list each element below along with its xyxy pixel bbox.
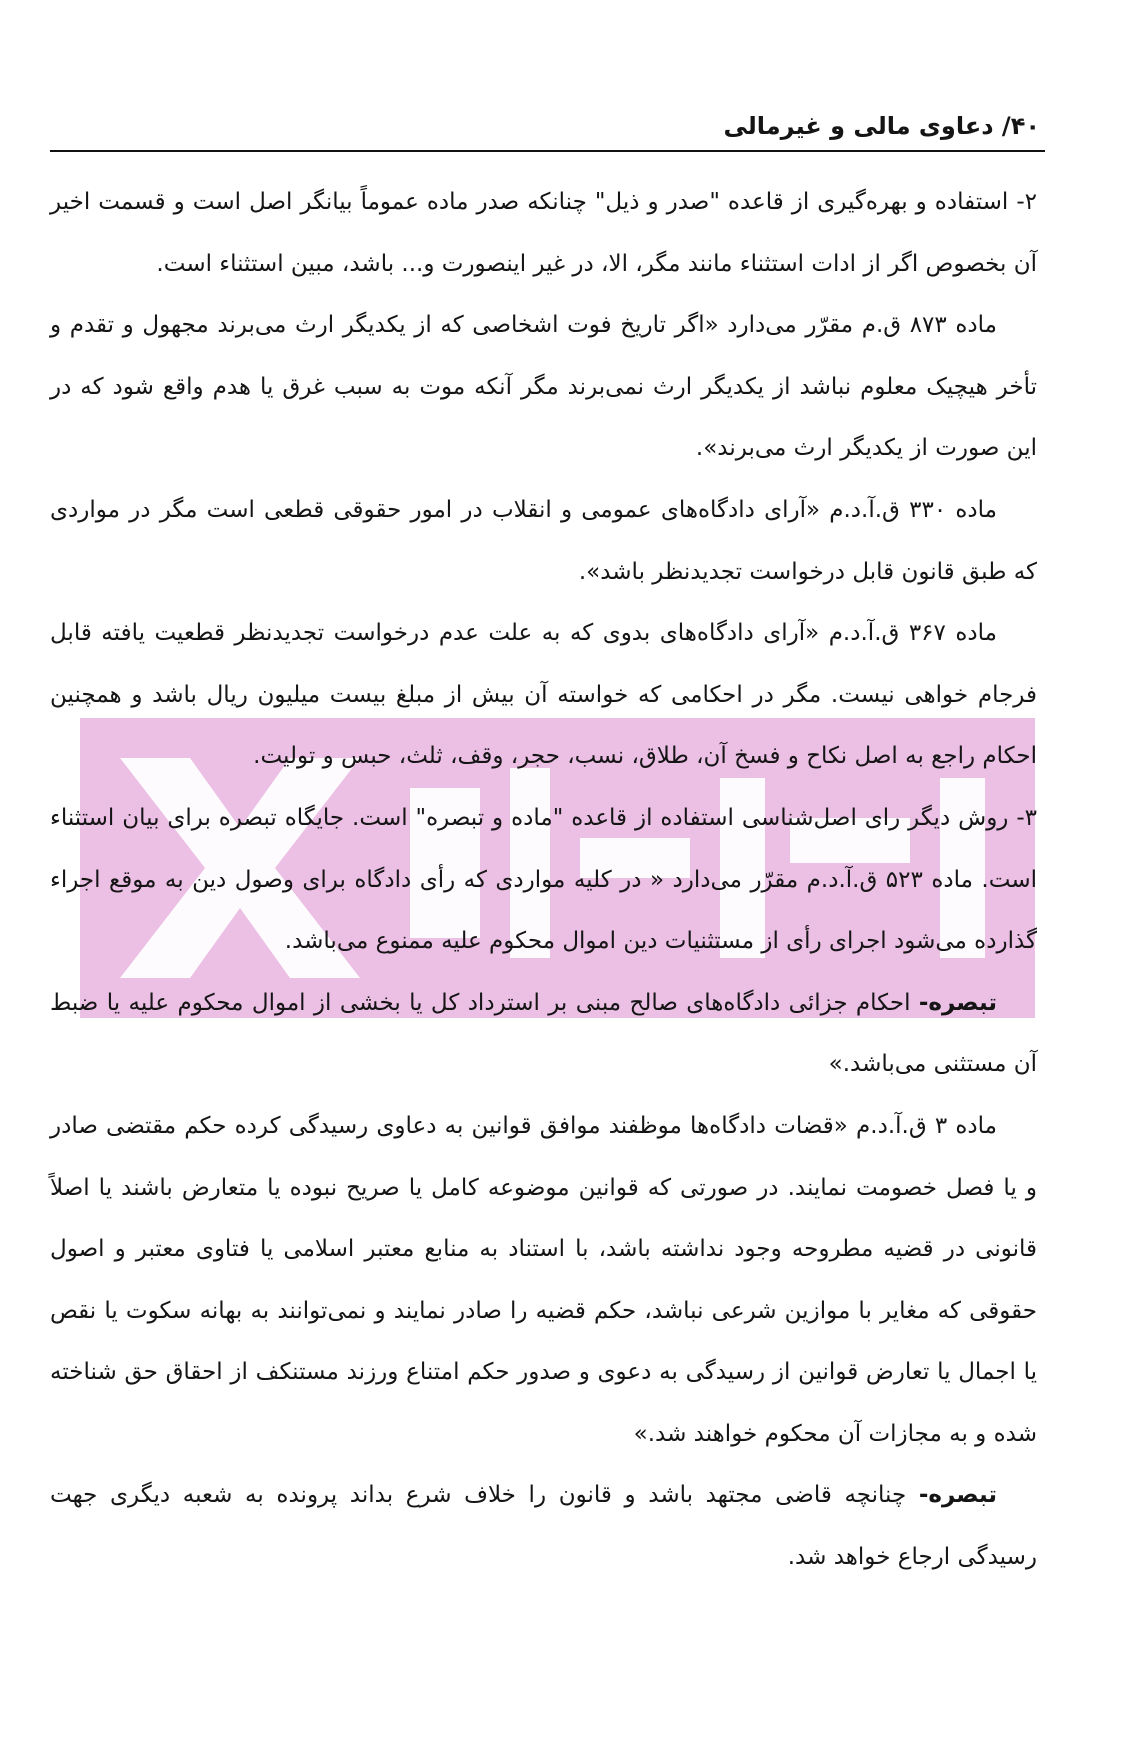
- note-paragraph-2: [50, 1465, 1037, 1588]
- running-header: ۴۰/ دعاوی مالی و غیرمالی: [723, 112, 1040, 140]
- paragraph-rule-2: ۲- استفاده و بهره‌گیری از قاعده "صدر و ذیل" چنانکه صدر ماده عموماً بیانگر اصل است و قسمت اخیر آن بخصوص اگر از ادات استثناء مانند مگر، الا، در غیر اینصورت و... باشد، مبین استثناء است.: [50, 189, 1037, 277]
- note-text: چنانچه قاضی مجتهد باشد و قانون را خلاف شرع بداند پرونده به شعبه دیگری جهت رسیدگی ارجاع خواهد شد.: [50, 1482, 1037, 1571]
- paragraph-article-367: ماده ۳۶۷ ق.آ.د.م «آرای دادگاه‌های بدوی که به علت عدم درخواست تجدیدنظر قطعیت یافته قابل فرجام خواهی نیست. مگر در احکامی که خواسته آن بیش از مبلغ بیست میلیون ریال باشد و همچنین احکام راجع به اصل نکاح و فسخ آن، طلاق، نسب، حجر، وقف، ثلث، حبس و تولیت.: [50, 620, 1037, 770]
- main-text: [50, 172, 1037, 1589]
- paragraph-article-3: ماده ۳ ق.آ.د.م «قضات دادگاه‌ها موظفند موافق قوانین به دعاوی رسیدگی کرده حکم مقتضی صادر و یا فصل خصومت نمایند. در صورتی که قوانین موضوعه کامل یا صریح نبوده یا متعارض باشند یا اصلاً قانونی در قضیه مطروحه وجود نداشته باشد، با استناد به منابع معتبر اسلامی یا فتاوی معتبر و اصول حقوقی که مغایر با موازین شرعی نباشد، حکم قضیه را صادر نمایند و نمی‌توانند به بهانه سکوت یا نقص یا اجمال یا تعارض قوانین از رسیدگی به دعوی و صدور حکم امتناع ورزند مستنکف از احقاق حق شناخته شده و به مجازات آن محکوم خواهند شد.»: [50, 1112, 1037, 1447]
- header-divider: [50, 150, 1045, 152]
- paragraph-article-873: ماده ۸۷۳ ق.م مقرّر می‌دارد «اگر تاریخ فوت اشخاصی که از یکدیگر ارث می‌برند مجهول و تقدم و تأخر هیچیک معلوم نباشد از یکدیگر ارث نمی‌برند مگر آنکه موت به سبب غرق یا هدم واقع شود که در این صورت از یکدیگر ارث می‌برند».: [50, 312, 1037, 462]
- note-label: تبصره-: [918, 1482, 997, 1509]
- note-paragraph-1: [50, 973, 1037, 1096]
- paragraph-article-330: ماده ۳۳۰ ق.آ.د.م «آرای دادگاه‌های عمومی و انقلاب در امور حقوقی قطعی است مگر در مواردی که طبق قانون قابل درخواست تجدیدنظر باشد».: [50, 496, 1037, 585]
- paragraph-rule-3: ۳- روش دیگر رای اصل‌شناسی استفاده از قاعده "ماده و تبصره" است. جایگاه تبصره برای بیان استثناء است. ماده ۵۲۳ ق.آ.د.م مقرّر می‌دارد « در کلیه مواردی که رأی دادگاه برای وصول دین به موقع اجراء گذارده می‌شود اجرای رأی از مستثنیات دین اموال محکوم علیه ممنوع می‌باشد.: [50, 804, 1037, 955]
- note-text: احکام جزائی دادگاه‌های صالح مبنی بر استرداد کل یا بخشی از اموال محکوم علیه یا ضبط آن مستثنی می‌باشد.»: [50, 989, 1037, 1078]
- note-label: تبصره-: [918, 989, 997, 1016]
